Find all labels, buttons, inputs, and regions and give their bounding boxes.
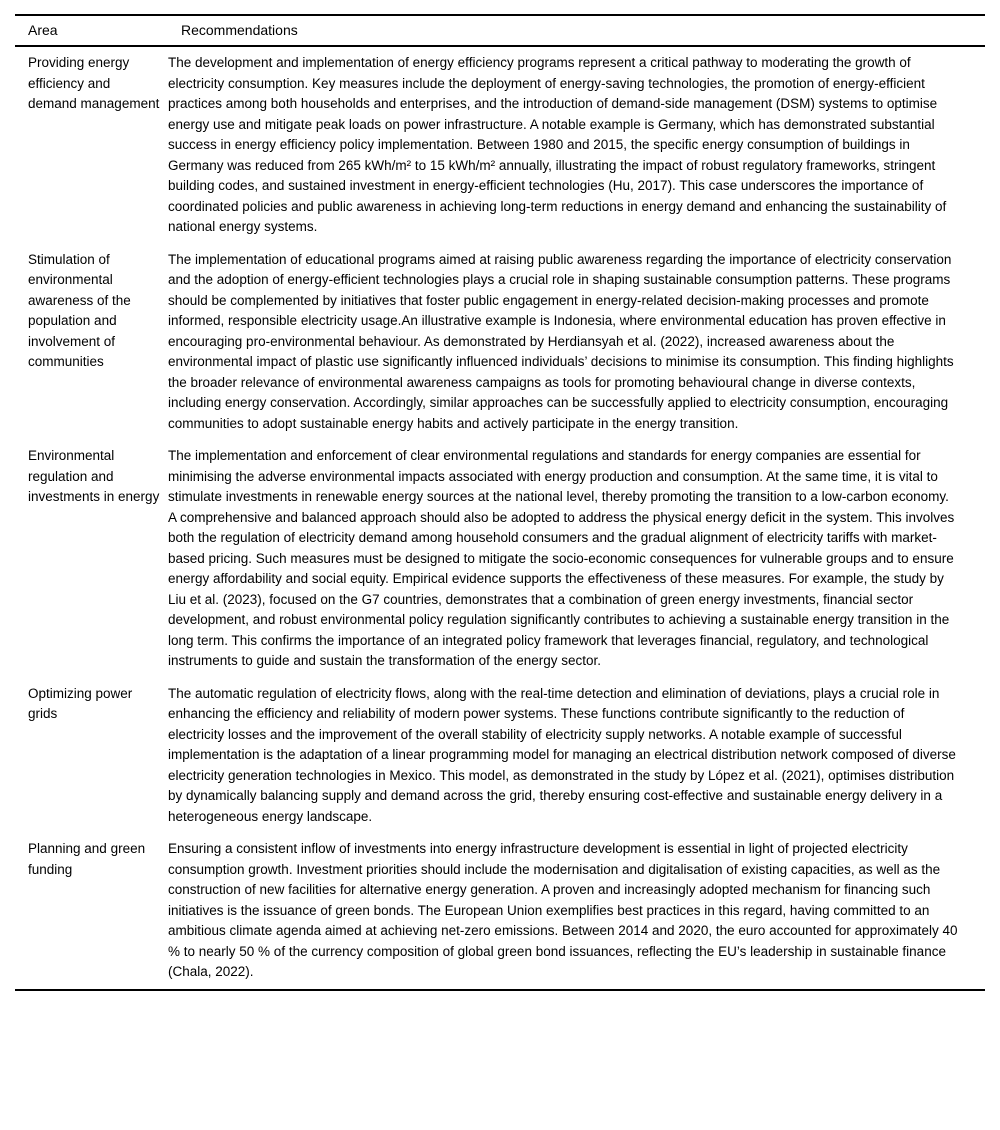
- recommendations-table: [15, 14, 985, 991]
- area-cell: Providing energy efficiency and demand management: [28, 55, 160, 111]
- table-row: [15, 244, 985, 441]
- table-body: [15, 46, 985, 990]
- recommendation-cell: The implementation of educational programs aimed at raising public awareness regarding the importance of electricity conservation and the adoption of energy-efficient technologies plays a crucial role in shaping sustainable consumption patterns. These programs should be complemented by initiatives that foster public engagement in energy-related decision-making processes and promote informed, responsible electricity usage.An illustrative example is Indonesia, where environmental education has proven effective in encouraging pro-environmental behaviour. As demonstrated by Herdiansyah et al. (2022), increased awareness about the environmental impact of plastic use significantly influenced individuals’ decisions to minimise its consumption. This finding highlights the broader relevance of environmental awareness campaigns as tools for promoting behavioural change in diverse contexts, including energy conservation. Accordingly, similar approaches can be successfully applied to electricity consumption, encouraging communities to adopt sustainable energy habits and actively participate in the energy transition.: [168, 251, 954, 431]
- area-cell: Stimulation of environmental awareness of the population and involvement of communities: [28, 251, 131, 369]
- table-row: [15, 833, 985, 990]
- area-cell: Optimizing power grids: [28, 685, 133, 721]
- recommendation-cell: The implementation and enforcement of clear environmental regulations and standards for energy companies are essential for minimising the adverse environmental impacts associated with energy production and consumption. At the same time, it is vital to stimulate investments in renewable energy sources at the national level, thereby promoting the transition to a low-carbon economy. A comprehensive and balanced approach should also be adopted to address the physical energy deficit in the system. This involves both the regulation of electricity demand among household consumers and the gradual alignment of electricity tariffs with market-based pricing. Such measures must be designed to mitigate the socio-economic consequences for vulnerable groups and to ensure energy affordability and social equity. Empirical evidence supports the effectiveness of these measures. For example, the study by Liu et al. (2023), focused on the G7 countries, demonstrates that a combination of green energy investments, financial sector development, and robust environmental policy regulation significantly contributes to achieving a sustainable energy transition in the long term. This confirms the importance of an integrated policy framework that leverages financial, regulatory, and technological instruments to guide and sustain the transformation of the energy sector.: [168, 448, 955, 668]
- table-row: [15, 46, 985, 244]
- area-cell: Environmental regulation and investments in energy: [28, 448, 160, 504]
- table-row: [15, 440, 985, 678]
- area-cell: Planning and green funding: [28, 841, 146, 877]
- recommendation-cell: Ensuring a consistent inflow of investments into energy infrastructure development is essential in light of projected electricity consumption growth. Investment priorities should include the modernisation and digitalisation of existing capacities, as well as the construction of new facilities for alternative energy generation. A proven and increasingly adopted mechanism for financing such initiatives is the issuance of green bonds. The European Union exemplifies best practices in this regard, having committed to an ambitious climate agenda aimed at achieving net-zero emissions. Between 2014 and 2020, the euro accounted for approximately 40 % to nearly 50 % of the currency composition of global green bond issuances, reflecting the EU’s leadership in sustainable finance (Chala, 2022).: [168, 841, 958, 979]
- column-header-recommendations: Recommendations: [168, 15, 985, 46]
- table-row: [15, 678, 985, 834]
- table-header: [15, 15, 985, 46]
- header-row: [15, 15, 985, 46]
- column-header-area: Area: [15, 15, 168, 46]
- recommendation-cell: The automatic regulation of electricity flows, along with the real-time detection and elimination of deviations, plays a crucial role in enhancing the efficiency and reliability of modern power systems. These functions contribute significantly to the reduction of electricity losses and the improvement of the overall stability of electricity supply networks. A notable example of successful implementation is the adaptation of a linear programming model for managing an electrical distribution network composed of diverse electricity generation technologies in Mexico. This model, as demonstrated in the study by López et al. (2021), optimises distribution by dynamically balancing supply and demand across the grid, thereby ensuring cost-effective and sustainable energy delivery in a heterogeneous energy landscape.: [168, 685, 956, 824]
- recommendation-cell: The development and implementation of energy efficiency programs represent a critical pathway to moderating the growth of electricity consumption. Key measures include the deployment of energy-saving technologies, the promotion of energy-efficient practices among both households and enterprises, and the introduction of demand-side management (DSM) systems to optimise energy use and mitigate peak loads on power infrastructure. A notable example is Germany, which has demonstrated substantial success in energy efficiency policy implementation. Between 1980 and 2015, the specific energy consumption of buildings in Germany was reduced from 265 kWh/m² to 15 kWh/m² annually, illustrating the impact of robust regulatory frameworks, stringent building codes, and sustained investment in energy-efficient technologies (Hu, 2017). This case underscores the importance of coordinated policies and public awareness in achieving long-term reductions in energy demand and enhancing the sustainability of national energy systems.: [168, 55, 947, 234]
